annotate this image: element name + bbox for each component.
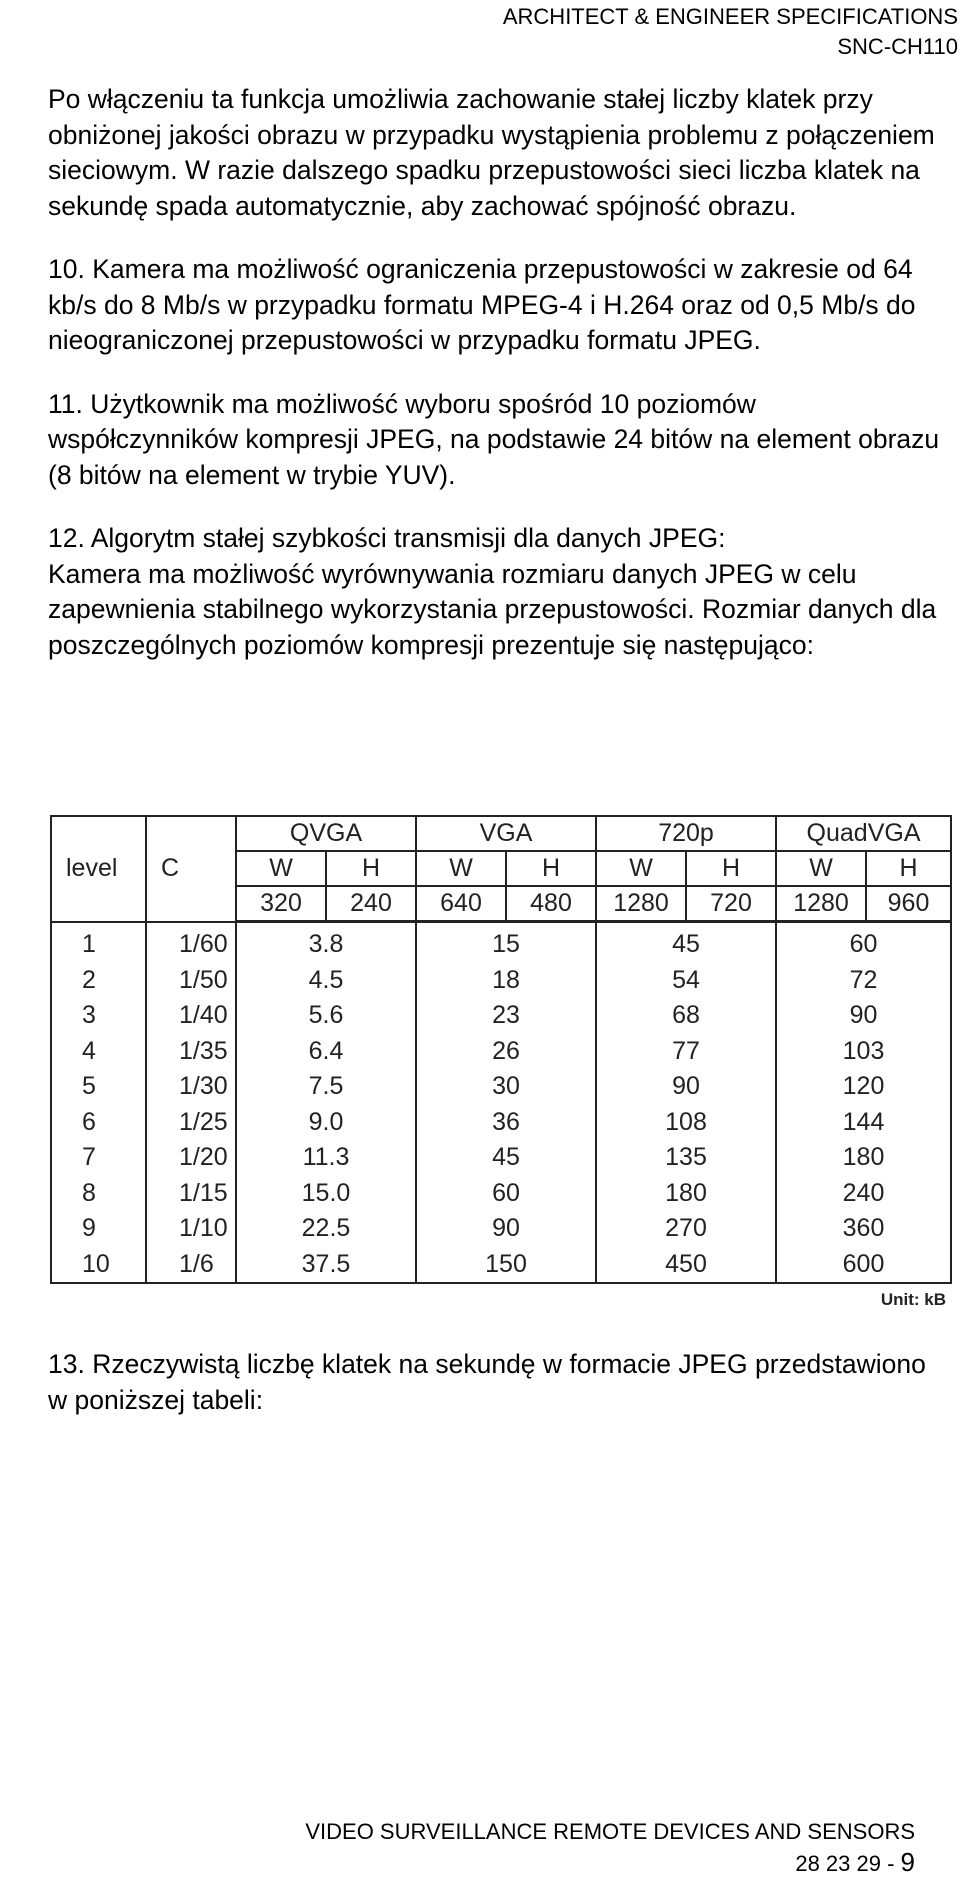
res-header-720p: 720p [596,816,776,851]
c-cell: 1/35 [146,1034,236,1070]
w-header: W [596,851,686,886]
dim-cell: 1280 [776,886,866,922]
w-header: W [236,851,326,886]
level-cell: 7 [51,1140,146,1176]
h-header: H [866,851,951,886]
quadvga-cell: 90 [776,998,951,1034]
vga-cell: 30 [416,1069,596,1105]
dim-cell: 480 [506,886,596,922]
table-row [51,1247,951,1284]
c-cell: 1/40 [146,998,236,1034]
level-cell: 4 [51,1034,146,1070]
p720-cell: 77 [596,1034,776,1070]
w-header: W [416,851,506,886]
item-13: 13. Rzeczywistą liczbę klatek na sekundę w formacie JPEG przedstawiono w poniższej tabeli: [48,1349,926,1415]
qvga-cell: 6.4 [236,1034,416,1070]
page-number: 9 [900,1847,915,1877]
quadvga-cell: 600 [776,1247,951,1284]
c-cell: 1/15 [146,1176,236,1212]
qvga-cell: 3.8 [236,922,416,963]
level-cell: 1 [51,922,146,963]
w-header: W [776,851,866,886]
p720-cell: 54 [596,963,776,999]
qvga-cell: 11.3 [236,1140,416,1176]
unit-label: Unit: kB [880,1290,946,1309]
qvga-cell: 5.6 [236,998,416,1034]
table-row [51,1069,951,1105]
qvga-cell: 22.5 [236,1211,416,1247]
quadvga-cell: 103 [776,1034,951,1070]
c-cell: 1/50 [146,963,236,999]
item-12-title: 12. Algorytm stałej szybkości transmisji dla danych JPEG: [48,523,726,553]
p720-cell: 90 [596,1069,776,1105]
quadvga-cell: 72 [776,963,951,999]
vga-cell: 150 [416,1247,596,1284]
h-header: H [686,851,776,886]
c-cell: 1/20 [146,1140,236,1176]
vga-cell: 90 [416,1211,596,1247]
intro-paragraph: Po włączeniu ta funkcja umożliwia zachowanie stałej liczby klatek przy obniżonej jakości obrazu w przypadku wystąpienia problemu z połączeniem sieciowym. W razie dalszego spadku przepustowości sieci liczba klatek na sekundę spada automatycznie, aby zachować spójność obrazu. [48,84,935,221]
res-header-quadvga: QuadVGA [776,816,951,851]
res-header-vga: VGA [416,816,596,851]
c-cell: 1/25 [146,1105,236,1141]
table-row [51,1105,951,1141]
table-body [51,922,951,1284]
level-cell: 10 [51,1247,146,1284]
vga-cell: 45 [416,1140,596,1176]
qvga-cell: 15.0 [236,1176,416,1212]
dim-cell: 240 [326,886,416,922]
compression-table [50,815,952,1284]
level-cell: 9 [51,1211,146,1247]
p720-cell: 180 [596,1176,776,1212]
p720-cell: 45 [596,922,776,963]
table-row [51,1034,951,1070]
item-10: 10. Kamera ma możliwość ograniczenia przepustowości w zakresie od 64 kb/s do 8 Mb/s w przypadku formatu MPEG-4 i H.264 oraz od 0,5 Mb/s do nieograniczonej przepustowości w przypadku formatu JPEG. [48,254,916,355]
footer-section-code: 28 23 29 - [795,1851,901,1876]
vga-cell: 18 [416,963,596,999]
level-cell: 5 [51,1069,146,1105]
level-cell: 2 [51,963,146,999]
level-header: level [51,816,146,922]
qvga-cell: 7.5 [236,1069,416,1105]
h-header: H [326,851,416,886]
vga-cell: 23 [416,998,596,1034]
c-header: C [146,816,236,922]
level-cell: 8 [51,1176,146,1212]
vga-cell: 60 [416,1176,596,1212]
c-cell: 1/10 [146,1211,236,1247]
h-header: H [506,851,596,886]
c-cell: 1/30 [146,1069,236,1105]
vga-cell: 15 [416,922,596,963]
p720-cell: 68 [596,998,776,1034]
header-title: ARCHITECT & ENGINEER SPECIFICATIONS [502,4,958,29]
qvga-cell: 9.0 [236,1105,416,1141]
p720-cell: 135 [596,1140,776,1176]
compression-table-wrapper [50,815,950,1284]
vga-cell: 36 [416,1105,596,1141]
item-12 [48,521,948,663]
table-row [51,963,951,999]
p720-cell: 270 [596,1211,776,1247]
table-header-row-1 [51,816,951,851]
quadvga-cell: 240 [776,1176,951,1212]
level-cell: 6 [51,1105,146,1141]
quadvga-cell: 180 [776,1140,951,1176]
quadvga-cell: 60 [776,922,951,963]
dim-cell: 640 [416,886,506,922]
c-cell: 1/60 [146,922,236,963]
table-row [51,922,951,963]
qvga-cell: 4.5 [236,963,416,999]
c-cell: 1/6 [146,1247,236,1284]
p720-cell: 450 [596,1247,776,1284]
table-row [51,998,951,1034]
body-text [48,82,948,663]
qvga-cell: 37.5 [236,1247,416,1284]
p720-cell: 108 [596,1105,776,1141]
dim-cell: 1280 [596,886,686,922]
dim-cell: 960 [866,886,951,922]
page-header [503,2,958,62]
table-row [51,1140,951,1176]
quadvga-cell: 120 [776,1069,951,1105]
dim-cell: 720 [686,886,776,922]
quadvga-cell: 144 [776,1105,951,1141]
quadvga-cell: 360 [776,1211,951,1247]
table-row [51,1176,951,1212]
footer-title: VIDEO SURVEILLANCE REMOTE DEVICES AND SENSORS [305,1819,915,1844]
item-12-body: Kamera ma możliwość wyrównywania rozmiaru danych JPEG w celu zapewnienia stabilnego wykorzystania przepustowości. Rozmiar danych dla poszczególnych poziomów kompresji prezentuje się następująco: [48,558,937,660]
res-header-qvga: QVGA [236,816,416,851]
table-row [51,1211,951,1247]
dim-cell: 320 [236,886,326,922]
header-model: SNC-CH110 [837,34,958,59]
footer-page-code [305,1847,915,1879]
vga-cell: 26 [416,1034,596,1070]
level-cell: 3 [51,998,146,1034]
page-footer [305,1817,915,1879]
item-11: 11. Użytkownik ma możliwość wyboru spośród 10 poziomów współczynników kompresji JPEG, na podstawie 24 bitów na element obrazu (8 bitów na element w trybie YUV). [48,388,940,490]
